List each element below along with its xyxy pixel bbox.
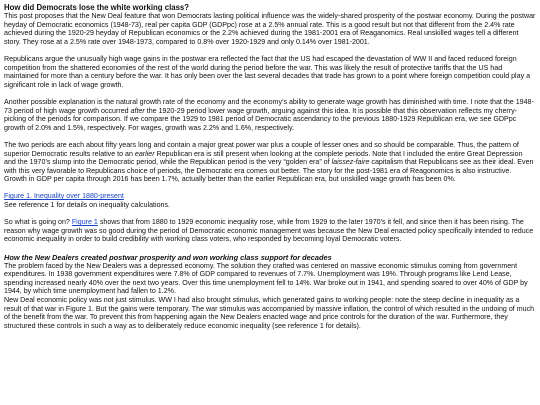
paragraph-2: Republicans argue the unusually high wage gains in the postwar era reflected the fact that the US had escaped the devastation of WW II and faced reduced foreign competition from the shattered economies of the rest of the world during the period before the war. This was likely the result of protective tariffs that the US had maintained for more than a century before the war. It has only been over the last several decades that trade has grown to a point where foreign competition could play a significant role in lack of wage growth. [4,54,531,89]
paragraph-3-emphasis: after [130,106,145,115]
figure-reference-note: See reference 1 for details on inequality calculations. [4,201,171,210]
figure-caption [4,192,536,201]
paragraph-7: New Deal economic policy was not just stimulus. WW I had also brought stimulus, which generated gains to working people: note the steep decline in inequality as a result of that war in Figure 1. But the gains were temporary. The war stimulus was accompanied by massive inflation, the control of which resulted in the undoing of much of the benefit from the war. To prevent this from happening again the New Dealers enacted wage and price controls for the duration of the war. Furthermore, they structured these controls in such a way as to deliberately reduce economic inequality (see reference 1 for details). [4,296,535,330]
figure-1-link[interactable]: Figure 1. Inequality over 1880-present [4,192,124,201]
paragraph-4-text-c: Republican era is still present when looking at the complete periods. Note that I included the entire Great Depression and the 1970’s slump into the Democratic period, while the Republican period is the very “golden era” of [4,149,523,167]
paragraph-1: This post proposes that the New Deal feature that won Democrats lasting political influence was the widely-shared prosperity of the postwar economy. During the postwar heyday of Democratic economics (1948-73), real per capita GDP (GDPpc) rose at a 2.5% annual rate. This is a good result but not that different from the 2.4% rate achieved during the 1920-29 heyday of Republican economics or the 2.2% achieved during the 1981-2001 era of Reaganomics. Real unskilled wages tell a different story. They rose at a 2.5% rate over 1948-1973, compared to 0.8% over 1920-1929 and only 0.14% over 1981-2001. [4,12,536,46]
paragraph-4 [4,141,536,184]
section-subheading: How the New Dealers created postwar prosperity and won working class support for decades [4,252,332,262]
paragraph-5-text-a: So what is going on? [4,218,72,227]
paragraph-5 [4,218,536,244]
paragraph-4-emphasis-laissez-faire: laissez-faire [331,158,370,167]
article-title: How did Democrats lose the white working class? [4,3,190,12]
paragraph-3 [4,98,536,132]
paragraph-3-text-c: the 1920-29 period lower wage growth, arguing against this idea. It is possible that this observation reflects my cherry-picking of the periods for comparison. If we compare the 1929 to 1981 period of Democratic ascendancy to the previous 1880-1929 Republican era, we see GDPpc growth of 2.0% and 1.5%, respectively. For wages, growth was 2.2% and 1.6%, respectively. [4,106,518,132]
figure-1-inline-link[interactable]: Figure 1 [71,218,98,227]
paragraph-3-text-a: Another possible explanation is the natural growth rate of the economy and the economy’s ability to generate wage growth has diminished with time. I note that the 1948-73 period of high wage growth occurred [4,97,534,115]
paragraph-4-text-a: The two periods are each about fifty years long and contain a major great power war plus a couple of lesser ones and so should be comparable. Thus, the pattern of superior Democratic results relative to an [4,140,519,158]
paragraph-6: The problem faced by the New Dealers was a depressed economy. The solution they crafted was centered on massive economic stimulus coming from government expenditures. In 1938 government expenditures were 7.8% of GDP compared to revenues of 7.7%. Unemployment was 19%. Through programs like Lend Lease, spending increased nearly 40% over the next two years. Over this time unemployment fell to 14%. War broke out in 1941, and spending soared to over 40% of GDP by 1944, by which time unemployment had fallen to 1.2%. [4,261,528,296]
paragraph-4-emphasis-earlier: earlier [134,149,155,158]
paragraph-5-text-b: shows that from 1880 to 1929 economic inequality rose, while from 1929 to the later 1970’s it fell, and since then it has been rising. The reason why wage growth was so good during the period of Democratic economic management was because the New Deal enacted policy specifically intended to reduce economic inequality in order to build credibility with working class voters, who responded by becoming loyal Democratic voters. [4,218,534,244]
paragraph-4-text-e: capitalism that Republicans see as their ideal. Even with this very favorable to Republicans choice of periods, the Democratic era comes out better. The story for the post-1981 era of Reagonomics is also instructive. Growth in GDP per capita through 2016 has been 1.7%, actually better than the earlier Republican era, but unskilled wage growth has been 0%. [4,158,534,184]
